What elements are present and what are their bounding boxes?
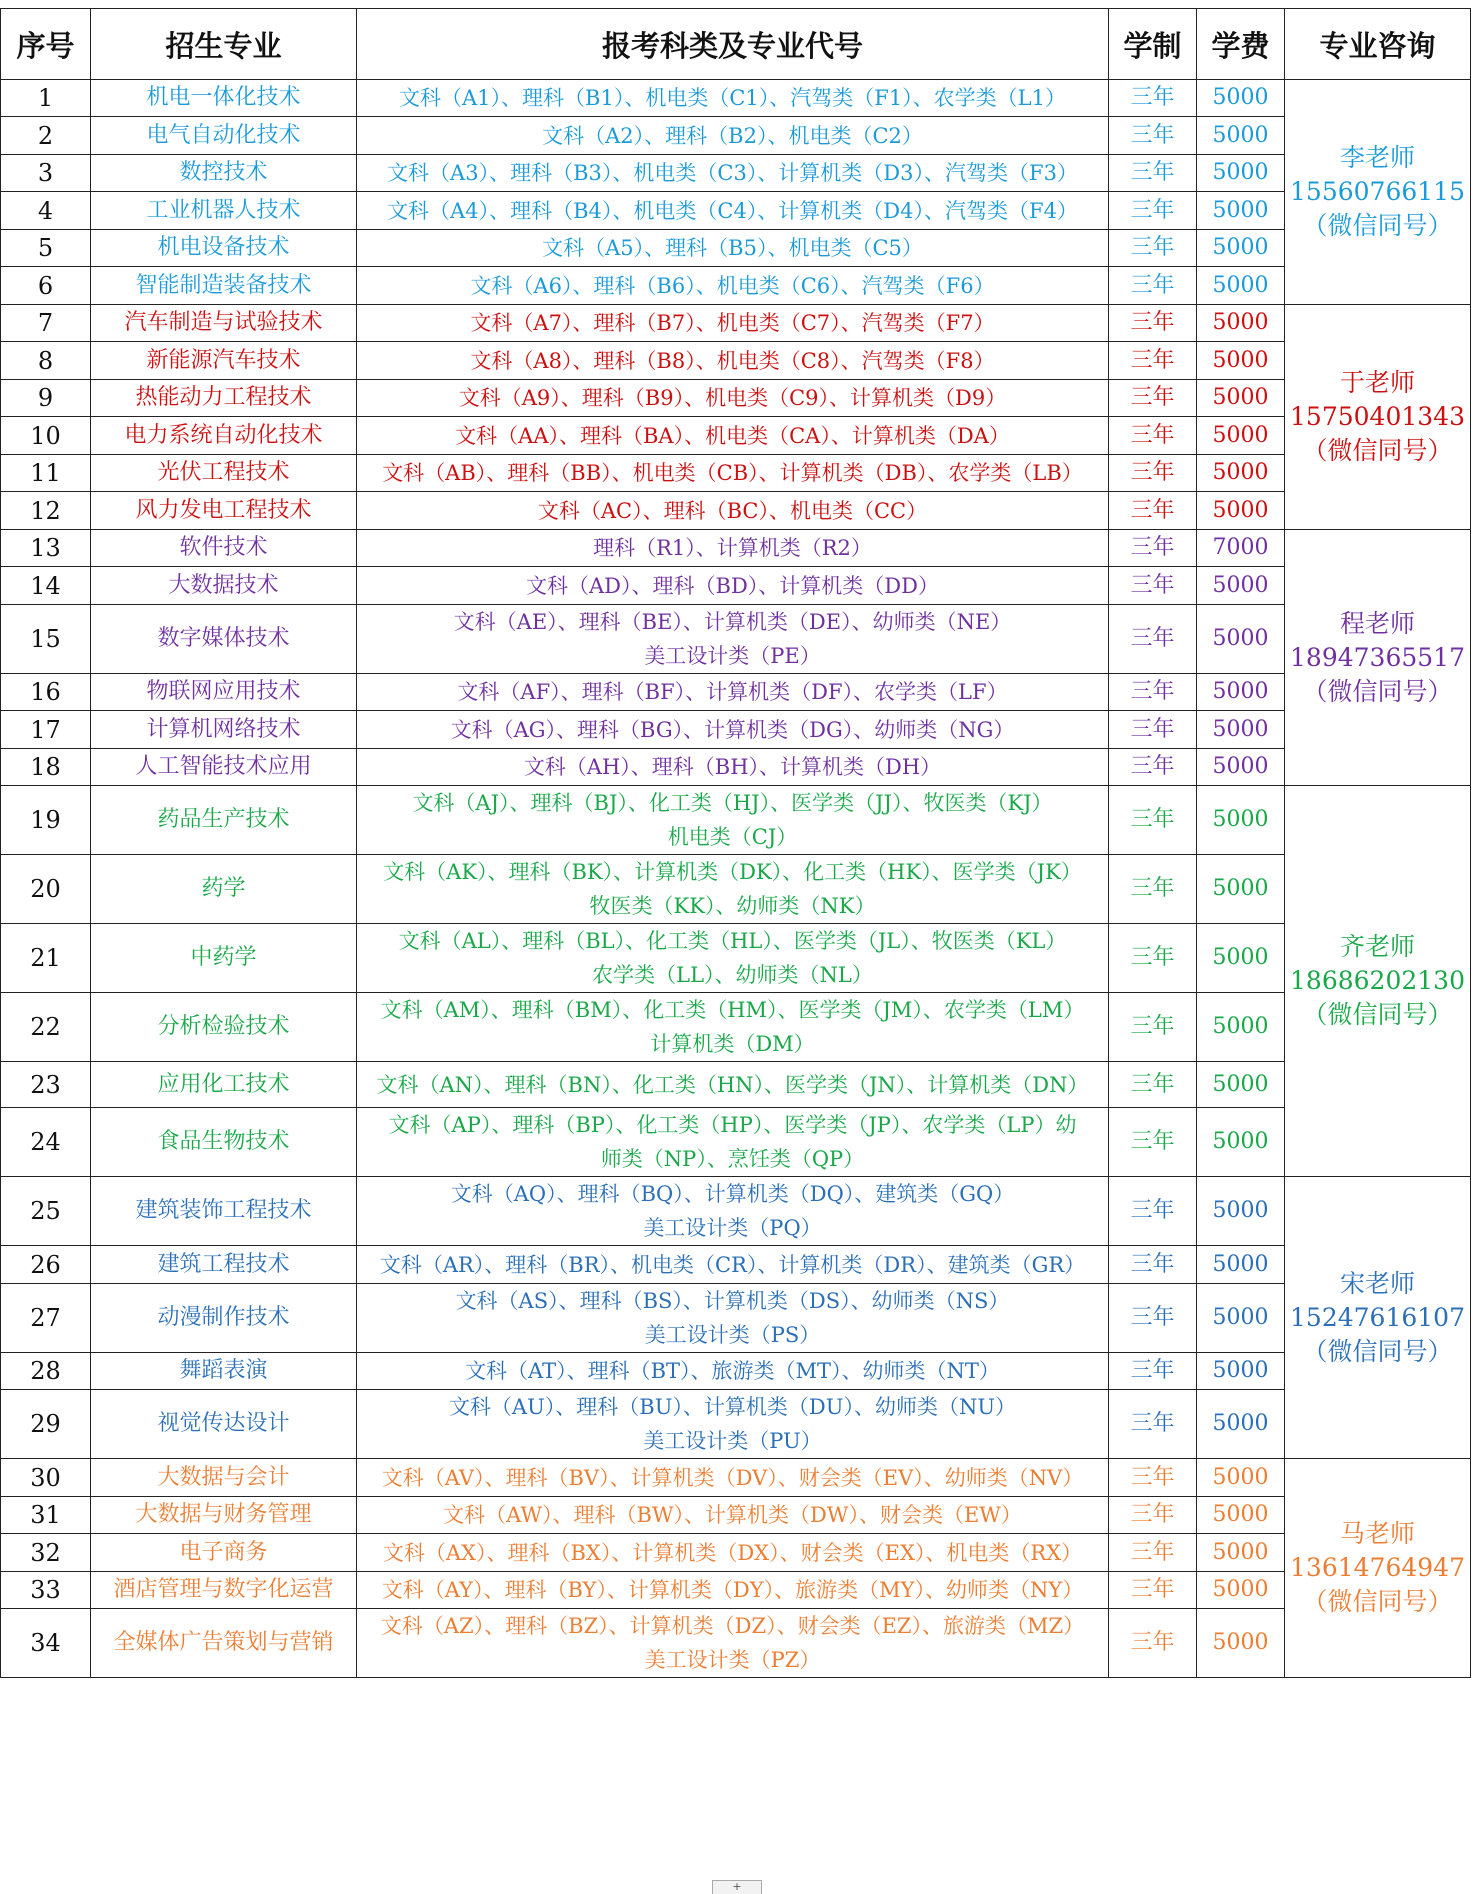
subject-codes <box>357 342 1109 380</box>
subject-codes <box>357 1609 1109 1678</box>
tuition-fee: 5000 <box>1197 749 1285 786</box>
subject-line: 文科（AE）、理科（BE）、计算机类（DE）、幼师类（NE） <box>453 610 1012 634</box>
header-index: 序号 <box>1 9 91 80</box>
subject-codes <box>357 993 1109 1062</box>
row-index: 1 <box>1 80 91 117</box>
header-duration: 学制 <box>1109 9 1197 80</box>
subject-codes <box>357 786 1109 855</box>
header-contact: 专业咨询 <box>1285 9 1471 80</box>
subject-line: 文科（AW）、理科（BW）、计算机类（DW）、财会类（EW） <box>443 1503 1022 1527</box>
table-body <box>1 80 1471 1678</box>
table-row <box>1 711 1471 749</box>
subject-line: 文科（AP）、理科（BP）、化工类（HP）、医学类（JP）、农学类（LP）幼 <box>388 1113 1077 1137</box>
duration: 三年 <box>1109 342 1197 380</box>
major-name: 视觉传达设计 <box>91 1390 357 1459</box>
contact-note: （微信同号） <box>1302 1000 1453 1029</box>
subject-codes <box>357 492 1109 530</box>
row-index: 15 <box>1 605 91 674</box>
major-name: 分析检验技术 <box>91 993 357 1062</box>
table-row <box>1 192 1471 230</box>
subject-line: 农学类（LL）、幼师类（NL） <box>592 963 873 987</box>
subject-line: 机电类（CJ） <box>667 825 798 849</box>
duration: 三年 <box>1109 192 1197 230</box>
subject-line: 文科（A5）、理科（B5）、机电类（C5） <box>542 236 923 260</box>
table-row <box>1 230 1471 267</box>
tuition-fee: 5000 <box>1197 342 1285 380</box>
subject-codes <box>357 117 1109 155</box>
row-index: 6 <box>1 267 91 305</box>
table-row <box>1 1572 1471 1609</box>
contact-name: 李老师 <box>1339 143 1415 172</box>
table-row <box>1 155 1471 192</box>
subject-codes <box>357 1108 1109 1177</box>
subject-line: 牧医类（KK）、幼师类（NK） <box>589 894 876 918</box>
major-name: 物联网应用技术 <box>91 674 357 711</box>
duration: 三年 <box>1109 855 1197 924</box>
duration: 三年 <box>1109 1609 1197 1678</box>
duration: 三年 <box>1109 711 1197 749</box>
subject-line: 美工设计类（PS） <box>644 1323 821 1347</box>
table-row <box>1 1609 1471 1678</box>
duration: 三年 <box>1109 1572 1197 1609</box>
duration: 三年 <box>1109 492 1197 530</box>
row-index: 28 <box>1 1353 91 1390</box>
major-name: 全媒体广告策划与营销 <box>91 1609 357 1678</box>
subject-line: 文科（AT）、理科（BT）、旅游类（MT）、幼师类（NT） <box>465 1359 1000 1383</box>
contact-name: 宋老师 <box>1339 1268 1415 1298</box>
subject-line: 文科（AC）、理科（BC）、机电类（CC） <box>537 498 928 523</box>
subject-codes <box>357 1572 1109 1609</box>
row-index: 16 <box>1 674 91 711</box>
row-index: 5 <box>1 230 91 267</box>
row-index: 8 <box>1 342 91 380</box>
header-major: 招生专业 <box>91 9 357 80</box>
header-subjects: 报考科类及专业代号 <box>357 9 1109 80</box>
contact-phone: 15247616107 <box>1290 1302 1465 1332</box>
duration: 三年 <box>1109 155 1197 192</box>
major-name: 舞蹈表演 <box>91 1353 357 1390</box>
subject-codes <box>357 267 1109 305</box>
tuition-fee: 5000 <box>1197 993 1285 1062</box>
table-row <box>1 567 1471 605</box>
row-index: 18 <box>1 749 91 786</box>
row-index: 31 <box>1 1497 91 1534</box>
subject-line: 师类（NP）、烹饪类（QP） <box>600 1147 865 1171</box>
table-row <box>1 993 1471 1062</box>
duration: 三年 <box>1109 455 1197 492</box>
tuition-fee: 5000 <box>1197 1609 1285 1678</box>
row-index: 26 <box>1 1246 91 1284</box>
table-row <box>1 305 1471 342</box>
row-index: 13 <box>1 530 91 567</box>
major-name: 热能动力工程技术 <box>91 380 357 417</box>
subject-line: 文科（AL）、理科（BL）、化工类（HL）、医学类（JL）、牧医类（KL） <box>398 929 1067 953</box>
contact-name: 齐老师 <box>1339 932 1415 961</box>
table-row <box>1 417 1471 455</box>
table-row <box>1 342 1471 380</box>
duration: 三年 <box>1109 1062 1197 1108</box>
subject-codes <box>357 1284 1109 1353</box>
duration: 三年 <box>1109 1459 1197 1497</box>
tuition-fee: 5000 <box>1197 1246 1285 1284</box>
subject-line: 文科（A6）、理科（B6）、机电类（C6）、汽驾类（F6） <box>470 273 995 298</box>
contact-note: （微信同号） <box>1302 1587 1453 1616</box>
contact-phone: 15560766115 <box>1290 177 1465 206</box>
major-name: 风力发电工程技术 <box>91 492 357 530</box>
contact-phone: 13614764947 <box>1290 1553 1465 1582</box>
subject-codes <box>357 1246 1109 1284</box>
major-name: 中药学 <box>91 924 357 993</box>
table-row <box>1 674 1471 711</box>
table-row <box>1 1353 1471 1390</box>
subject-line: 理科（R1）、计算机类（R2） <box>593 536 872 560</box>
table-row <box>1 380 1471 417</box>
subject-line: 文科（A9）、理科（B9）、机电类（C9）、计算机类（D9） <box>458 386 1007 410</box>
table-row <box>1 786 1471 855</box>
table-row <box>1 1459 1471 1497</box>
duration: 三年 <box>1109 605 1197 674</box>
subject-codes <box>357 605 1109 674</box>
tuition-fee: 5000 <box>1197 924 1285 993</box>
subject-line: 文科（A4）、理科（B4）、机电类（C4）、计算机类（D4）、汽驾类（F4） <box>387 198 1078 223</box>
subject-line: 文科（AX）、理科（BX）、计算机类（DX）、财会类（EX）、机电类（RX） <box>382 1540 1083 1565</box>
subject-line: 文科（AM）、理科（BM）、化工类（HM）、医学类（JM）、农学类（LM） <box>380 998 1085 1022</box>
contact-cell <box>1285 786 1471 1177</box>
duration: 三年 <box>1109 1353 1197 1390</box>
subject-codes <box>357 305 1109 342</box>
tuition-fee: 5000 <box>1197 605 1285 674</box>
contact-phone: 18947365517 <box>1290 642 1465 672</box>
duration: 三年 <box>1109 993 1197 1062</box>
row-index: 29 <box>1 1390 91 1459</box>
major-name: 药学 <box>91 855 357 924</box>
duration: 三年 <box>1109 786 1197 855</box>
subject-line: 文科（AH）、理科（BH）、计算机类（DH） <box>523 755 942 779</box>
tuition-fee: 5000 <box>1197 305 1285 342</box>
major-name: 电力系统自动化技术 <box>91 417 357 455</box>
major-name: 酒店管理与数字化运营 <box>91 1572 357 1609</box>
duration: 三年 <box>1109 567 1197 605</box>
row-index: 10 <box>1 417 91 455</box>
subject-line: 计算机类（DM） <box>650 1032 815 1056</box>
contact-cell <box>1285 1459 1471 1678</box>
subject-codes <box>357 1177 1109 1246</box>
row-index: 2 <box>1 117 91 155</box>
subject-line: 文科（AG）、理科（BG）、计算机类（DG）、幼师类（NG） <box>450 717 1015 742</box>
contact-cell <box>1285 80 1471 305</box>
subject-line: 美工设计类（PE） <box>644 644 821 668</box>
row-index: 4 <box>1 192 91 230</box>
subject-line: 文科（AD）、理科（BD）、计算机类（DD） <box>526 573 939 598</box>
subject-line: 文科（A3）、理科（B3）、机电类（C3）、计算机类（D3）、汽驾类（F3） <box>387 161 1078 185</box>
subject-codes <box>357 230 1109 267</box>
tuition-fee: 7000 <box>1197 530 1285 567</box>
tuition-fee: 5000 <box>1197 455 1285 492</box>
row-index: 23 <box>1 1062 91 1108</box>
subject-line: 文科（AQ）、理科（BQ）、计算机类（DQ）、建筑类（GQ） <box>450 1182 1015 1206</box>
tuition-fee: 5000 <box>1197 1534 1285 1572</box>
subject-codes <box>357 380 1109 417</box>
tuition-fee: 5000 <box>1197 1459 1285 1497</box>
tuition-fee: 5000 <box>1197 1572 1285 1609</box>
contact-name: 于老师 <box>1339 368 1415 397</box>
row-index: 24 <box>1 1108 91 1177</box>
table-row <box>1 267 1471 305</box>
major-name: 汽车制造与试验技术 <box>91 305 357 342</box>
duration: 三年 <box>1109 80 1197 117</box>
subject-codes <box>357 192 1109 230</box>
contact-name: 程老师 <box>1339 608 1415 638</box>
contact-note: （微信同号） <box>1302 1336 1453 1366</box>
major-name: 智能制造装备技术 <box>91 267 357 305</box>
major-name: 建筑工程技术 <box>91 1246 357 1284</box>
subject-line: 文科（AF）、理科（BF）、计算机类（DF）、农学类（LF） <box>457 680 1008 704</box>
tuition-fee: 5000 <box>1197 267 1285 305</box>
table-row <box>1 1497 1471 1534</box>
major-name: 大数据与财务管理 <box>91 1497 357 1534</box>
subject-line: 美工设计类（PZ） <box>644 1648 821 1672</box>
tuition-fee: 5000 <box>1197 711 1285 749</box>
tuition-fee: 5000 <box>1197 155 1285 192</box>
contact-phone: 15750401343 <box>1290 402 1465 431</box>
subject-line: 文科（AN）、理科（BN）、化工类（HN）、医学类（JN）、计算机类（DN） <box>376 1072 1089 1097</box>
contact-note: （微信同号） <box>1302 436 1453 465</box>
subject-codes <box>357 567 1109 605</box>
subject-codes <box>357 1459 1109 1497</box>
subject-line: 文科（AZ）、理科（BZ）、计算机类（DZ）、财会类（EZ）、旅游类（MZ） <box>380 1614 1085 1638</box>
subject-codes <box>357 1062 1109 1108</box>
subject-line: 文科（AU）、理科（BU）、计算机类（DU）、幼师类（NU） <box>448 1395 1017 1419</box>
row-index: 25 <box>1 1177 91 1246</box>
table-row <box>1 1534 1471 1572</box>
major-name: 软件技术 <box>91 530 357 567</box>
subject-codes <box>357 749 1109 786</box>
major-name: 电气自动化技术 <box>91 117 357 155</box>
row-index: 14 <box>1 567 91 605</box>
table-row <box>1 1390 1471 1459</box>
row-index: 30 <box>1 1459 91 1497</box>
subject-codes <box>357 924 1109 993</box>
subject-line: 文科（AB）、理科（BB）、机电类（CB）、计算机类（DB）、农学类（LB） <box>382 461 1083 485</box>
subject-line: 文科（A8）、理科（B8）、机电类（C8）、汽驾类（F8） <box>470 348 995 373</box>
subject-codes <box>357 1497 1109 1534</box>
row-index: 22 <box>1 993 91 1062</box>
table-row <box>1 80 1471 117</box>
table-row <box>1 1284 1471 1353</box>
tuition-fee: 5000 <box>1197 1390 1285 1459</box>
row-index: 7 <box>1 305 91 342</box>
tuition-fee: 5000 <box>1197 117 1285 155</box>
major-name: 动漫制作技术 <box>91 1284 357 1353</box>
row-index: 3 <box>1 155 91 192</box>
major-name: 大数据与会计 <box>91 1459 357 1497</box>
subject-codes <box>357 711 1109 749</box>
contact-note: （微信同号） <box>1302 211 1453 240</box>
duration: 三年 <box>1109 1534 1197 1572</box>
contact-cell <box>1285 1177 1471 1459</box>
duration: 三年 <box>1109 380 1197 417</box>
subject-line: 文科（AA）、理科（BA）、机电类（CA）、计算机类（DA） <box>455 423 1010 448</box>
contact-cell <box>1285 530 1471 786</box>
major-name: 光伏工程技术 <box>91 455 357 492</box>
table-row <box>1 1062 1471 1108</box>
row-index: 11 <box>1 455 91 492</box>
subject-line: 文科（AS）、理科（BS）、计算机类（DS）、幼师类（NS） <box>455 1289 1010 1313</box>
tuition-fee: 5000 <box>1197 1497 1285 1534</box>
subject-line: 美工设计类（PU） <box>643 1429 822 1453</box>
tuition-fee: 5000 <box>1197 674 1285 711</box>
header-row <box>1 9 1471 80</box>
tuition-fee: 5000 <box>1197 230 1285 267</box>
subject-codes <box>357 417 1109 455</box>
tuition-fee: 5000 <box>1197 1353 1285 1390</box>
tuition-fee: 5000 <box>1197 855 1285 924</box>
major-name: 人工智能技术应用 <box>91 749 357 786</box>
contact-cell <box>1285 305 1471 530</box>
row-index: 34 <box>1 1609 91 1678</box>
duration: 三年 <box>1109 117 1197 155</box>
major-name: 食品生物技术 <box>91 1108 357 1177</box>
contact-note: （微信同号） <box>1302 676 1453 706</box>
subject-codes <box>357 1534 1109 1572</box>
table-row <box>1 924 1471 993</box>
subject-codes <box>357 455 1109 492</box>
subject-codes <box>357 155 1109 192</box>
table-row <box>1 1108 1471 1177</box>
contact-phone: 18686202130 <box>1290 966 1465 995</box>
tuition-fee: 5000 <box>1197 1177 1285 1246</box>
table-row <box>1 1246 1471 1284</box>
duration: 三年 <box>1109 1284 1197 1353</box>
duration: 三年 <box>1109 1497 1197 1534</box>
tuition-fee: 5000 <box>1197 567 1285 605</box>
row-index: 19 <box>1 786 91 855</box>
duration: 三年 <box>1109 749 1197 786</box>
header-fee: 学费 <box>1197 9 1285 80</box>
row-index: 9 <box>1 380 91 417</box>
subject-codes <box>357 855 1109 924</box>
row-index: 27 <box>1 1284 91 1353</box>
table-row <box>1 455 1471 492</box>
duration: 三年 <box>1109 674 1197 711</box>
duration: 三年 <box>1109 230 1197 267</box>
table-row <box>1 117 1471 155</box>
major-name: 大数据技术 <box>91 567 357 605</box>
enrollment-table <box>0 8 1471 1678</box>
major-name: 电子商务 <box>91 1534 357 1572</box>
row-index: 17 <box>1 711 91 749</box>
major-name: 数字媒体技术 <box>91 605 357 674</box>
table-row <box>1 855 1471 924</box>
subject-line: 文科（A2）、理科（B2）、机电类（C2） <box>542 123 923 148</box>
tuition-fee: 5000 <box>1197 786 1285 855</box>
sheet-tab-marker[interactable]: + <box>712 1880 762 1894</box>
subject-line: 文科（AY）、理科（BY）、计算机类（DY）、旅游类（MY）、幼师类（NY） <box>381 1578 1084 1602</box>
tuition-fee: 5000 <box>1197 192 1285 230</box>
table-row <box>1 749 1471 786</box>
duration: 三年 <box>1109 1246 1197 1284</box>
row-index: 33 <box>1 1572 91 1609</box>
major-name: 应用化工技术 <box>91 1062 357 1108</box>
major-name: 机电一体化技术 <box>91 80 357 117</box>
tuition-fee: 5000 <box>1197 417 1285 455</box>
major-name: 计算机网络技术 <box>91 711 357 749</box>
table-row <box>1 492 1471 530</box>
tuition-fee: 5000 <box>1197 492 1285 530</box>
duration: 三年 <box>1109 1390 1197 1459</box>
major-name: 数控技术 <box>91 155 357 192</box>
major-name: 新能源汽车技术 <box>91 342 357 380</box>
tuition-fee: 5000 <box>1197 1284 1285 1353</box>
duration: 三年 <box>1109 924 1197 993</box>
subject-line: 文科（AV）、理科（BV）、计算机类（DV）、财会类（EV）、幼师类（NV） <box>381 1465 1084 1490</box>
subject-codes <box>357 1390 1109 1459</box>
duration: 三年 <box>1109 1177 1197 1246</box>
row-index: 32 <box>1 1534 91 1572</box>
row-index: 12 <box>1 492 91 530</box>
tuition-fee: 5000 <box>1197 80 1285 117</box>
duration: 三年 <box>1109 417 1197 455</box>
table-row <box>1 605 1471 674</box>
subject-line: 美工设计类（PQ） <box>643 1216 822 1240</box>
tuition-fee: 5000 <box>1197 1062 1285 1108</box>
subject-line: 文科（AR）、理科（BR）、机电类（CR）、计算机类（DR）、建筑类（GR） <box>379 1252 1086 1277</box>
subject-line: 文科（AJ）、理科（BJ）、化工类（HJ）、医学类（JJ）、牧医类（KJ） <box>412 791 1053 815</box>
subject-codes <box>357 674 1109 711</box>
row-index: 21 <box>1 924 91 993</box>
duration: 三年 <box>1109 1108 1197 1177</box>
tuition-fee: 5000 <box>1197 1108 1285 1177</box>
subject-line: 文科（A1）、理科（B1）、机电类（C1）、汽驾类（F1）、农学类（L1） <box>399 86 1066 110</box>
duration: 三年 <box>1109 305 1197 342</box>
contact-name: 马老师 <box>1339 1519 1415 1548</box>
table-row <box>1 530 1471 567</box>
major-name: 机电设备技术 <box>91 230 357 267</box>
subject-line: 文科（A7）、理科（B7）、机电类（C7）、汽驾类（F7） <box>470 311 995 335</box>
major-name: 工业机器人技术 <box>91 192 357 230</box>
table-row <box>1 1177 1471 1246</box>
major-name: 药品生产技术 <box>91 786 357 855</box>
subject-codes <box>357 530 1109 567</box>
major-name: 建筑装饰工程技术 <box>91 1177 357 1246</box>
row-index: 20 <box>1 855 91 924</box>
subject-codes <box>357 1353 1109 1390</box>
tuition-fee: 5000 <box>1197 380 1285 417</box>
duration: 三年 <box>1109 267 1197 305</box>
duration: 三年 <box>1109 530 1197 567</box>
subject-line: 文科（AK）、理科（BK）、计算机类（DK）、化工类（HK）、医学类（JK） <box>383 860 1082 884</box>
subject-codes <box>357 80 1109 117</box>
